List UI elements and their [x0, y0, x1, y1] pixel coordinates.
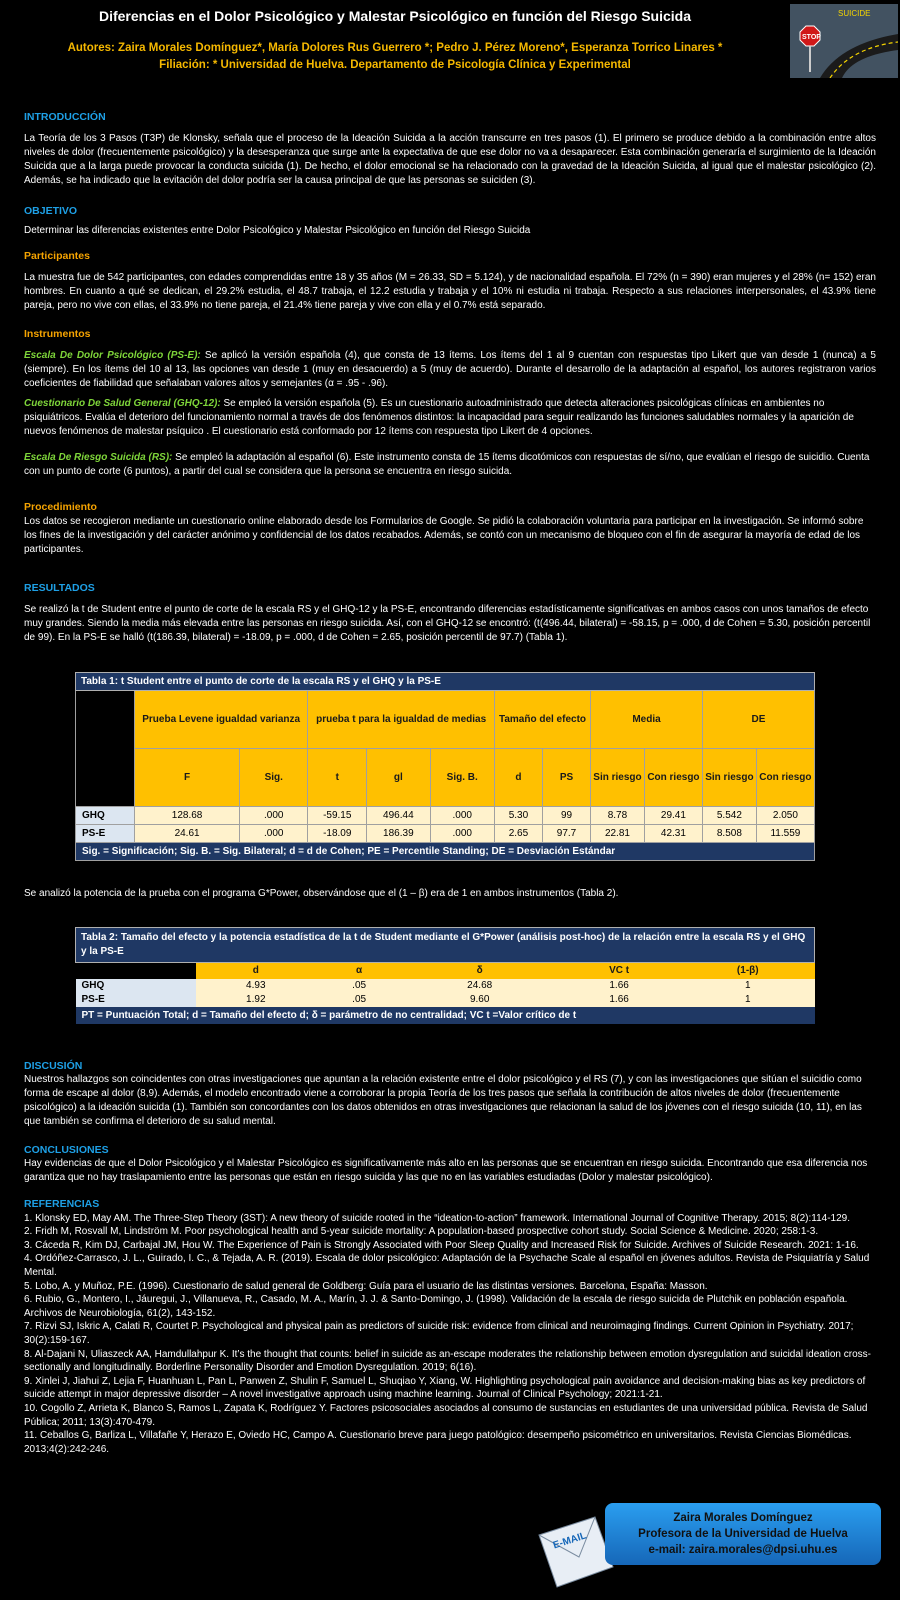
table-1-col-header: d — [494, 749, 542, 807]
table-1 — [75, 672, 815, 861]
references-section — [24, 1198, 876, 1456]
table-1-cell: 42.31 — [644, 825, 702, 843]
ghq-text: Se empleó la versión española (5). Es un cuestionario autoadministrado que detecta alteraciones psicológicas clínicas en ambientes no psiquiátricos. Evalúa el deterioro del funcionamiento normal a través de dos fenómenos distintos: la incapacidad para seguir realizando las funciones saludables normales y la aparición de nuevos fenómenos de malestar psíquico . El cuestionario está conformado por 12 ítems con respuesta tipo Likert de 4 opciones. — [24, 398, 854, 437]
table-1-group: Tamaño del efecto — [494, 691, 590, 749]
table-1-col-header: t — [308, 749, 367, 807]
table-1-cell: 5.542 — [702, 807, 756, 825]
table-1-cell: .000 — [430, 807, 494, 825]
introduction-heading: INTRODUCCIÓN — [24, 111, 106, 123]
table-row — [76, 993, 815, 1007]
stop-sign-text: STOP — [802, 34, 821, 41]
table-1-col-header: Con riesgo — [644, 749, 702, 807]
ghq-paragraph — [24, 397, 876, 439]
authors-block — [0, 40, 790, 74]
table-1-cell: 496.44 — [367, 807, 430, 825]
email-icon-text: E-MAIL — [551, 1530, 588, 1552]
table-1-cell: 128.68 — [135, 807, 240, 825]
ghq-label: Cuestionario De Salud General (GHQ-12): — [24, 398, 221, 409]
table-1-col-header: F — [135, 749, 240, 807]
poster-title: Diferencias en el Dolor Psicológico y Malestar Psicológico en función del Riesgo Suicida — [98, 8, 692, 24]
table-row — [76, 825, 815, 843]
table-2-col-header: α — [316, 963, 402, 979]
table-2-corner — [76, 963, 196, 979]
table-1-cell: 8.508 — [702, 825, 756, 843]
table-2-cell: 9.60 — [402, 993, 557, 1007]
table-1-col-header: Sig. B. — [430, 749, 494, 807]
table-1-cell: .000 — [430, 825, 494, 843]
participants-heading: Participantes — [24, 250, 90, 262]
table-1-cell: 22.81 — [591, 825, 645, 843]
table-2-cell: 24.68 — [402, 979, 557, 993]
table-1-group: DE — [702, 691, 814, 749]
discussion-section — [24, 1059, 876, 1129]
rs-paragraph — [24, 451, 876, 479]
table-1-row-label: PS-E — [76, 825, 135, 843]
table-row — [76, 807, 815, 825]
table-1-group: Media — [591, 691, 703, 749]
table-2-col-header: d — [196, 963, 317, 979]
logo-text: SUICIDE — [838, 9, 871, 18]
reference-item: 4. Ordóñez-Carrasco, J. L., Guirado, I. C., & Tejada, A. R. (2019). Escala de dolor psicológico: Adaptación de la Psychache Scale al español en jóvenes adultos. Revista de Psiquiatría y Salud Mental. — [24, 1253, 870, 1278]
results-section — [24, 581, 876, 645]
table-2-caption: Tabla 2: Tamaño del efecto y la potencia estadística de la t de Student mediante el G*Power (análisis post-hoc) de la relación entre la escala RS y el GHQ y la PS-E — [76, 928, 815, 963]
table-2 — [75, 927, 815, 1024]
table-1-col-header: Sin riesgo — [591, 749, 645, 807]
table-1-cell: 2.65 — [494, 825, 542, 843]
table-1-caption: Tabla 1: t Student entre el punto de corte de la escala RS y el GHQ y la PS-E — [76, 673, 815, 691]
participants-section — [24, 249, 876, 313]
table-1-cell: 11.559 — [756, 825, 814, 843]
instruments-section — [24, 327, 876, 479]
table-1-cell: .000 — [240, 807, 308, 825]
table-2-row-label: PS-E — [76, 993, 196, 1007]
table-1-group: Prueba Levene igualdad varianza — [135, 691, 308, 749]
conclusions-text: Hay evidencias de que el Dolor Psicológico y el Malestar Psicológico es significativamente más alto en las personas que se encuentran en riesgo suicida. Encontrando que esa diferencia nos garantiza que no hay traslapamiento entre las personas que están en riesgo suicida y las que no en las variables estudiadas (Dolor y malestar psicológico). — [24, 1158, 868, 1183]
authors-line: Autores: Zaira Morales Domínguez*, María Dolores Rus Guerrero *; Pedro J. Pérez Moreno*, Esperanza Torrico Linares * — [67, 42, 723, 54]
reference-item: 8. Al-Dajani N, Uliaszeck AA, Hamdullahpur K. It’s the thought that counts: belief in suicide as an-escape moderates the relationship between emotion dysregulation and suicidal ideation cross-sectionally and longitudinally. Borderline Personality Disorder and Emotion Dysregulation. 2019; 6(16). — [24, 1348, 871, 1374]
conclusions-section — [24, 1143, 876, 1185]
results-text: Se realizó la t de Student entre el punto de corte de la escala RS y el GHQ-12 y la PS-E, encontrando diferencias estadísticamente significativas en ambos casos con unos tamaños de efecto muy grandes. Siendo la media más elevada entre las personas en riesgo suicida. Así, con el GHQ-12 se encontró: (t(496.44, bilateral) = -58.15, p = .000, d de Cohen = 5.30, posición percentil de 99). En la PS-E se halló (t(186.39, bilateral) = -18.09, p = .000, d de Cohen = 2.65, posición percentil de 97.7) (Tabla 1). — [24, 604, 871, 643]
contact-name: Zaira Morales Domínguez — [673, 1512, 813, 1524]
reference-item: 11. Ceballos G, Barliza L, Villafañe Y, Herazo E, Oviedo HC, Campo A. Cuestionario breve para juego patológico: desempeño psicométrico en universitarios. Revista Ciencias Biomédicas. 2013;4(2):242-246. — [24, 1430, 852, 1455]
table-2-cell: 1 — [681, 993, 814, 1007]
table-1-cell: -18.09 — [308, 825, 367, 843]
objective-text: Determinar las diferencias existentes entre Dolor Psicológico y Malestar Psicológico en función del Riesgo Suicida — [24, 225, 531, 236]
contact-email[interactable]: e-mail: zaira.morales@dpsi.uhu.es — [648, 1544, 838, 1556]
objective-section — [24, 204, 876, 238]
table-1-cell: 2.050 — [756, 807, 814, 825]
table-2-col-header: (1-β) — [681, 963, 814, 979]
table-1-cell: 24.61 — [135, 825, 240, 843]
table-1-group: prueba t para la igualdad de medias — [308, 691, 495, 749]
contact-box — [605, 1503, 881, 1565]
discussion-heading: DISCUSIÓN — [24, 1060, 83, 1072]
power-analysis-text: Se analizó la potencia de la prueba con el programa G*Power, observándose que el (1 – β) era de 1 en ambos instrumentos (Tabla 2). — [24, 888, 619, 899]
reference-item: 1. Klonsky ED, May AM. The Three-Step Theory (3ST): A new theory of suicide rooted in the “ideation-to-action” framework. International Journal of Cognitive Therapy. 2015; 8(2):114-129. — [24, 1212, 850, 1224]
table-2-cell: 1.92 — [196, 993, 317, 1007]
table-2-cell: .05 — [316, 993, 402, 1007]
table-1-cell: 5.30 — [494, 807, 542, 825]
affiliation-line: Filiación: * Universidad de Huelva. Departamento de Psicología Clínica y Experimental — [159, 59, 631, 71]
table-2-cell: 1.66 — [557, 979, 681, 993]
table-1-col-header: Sig. — [240, 749, 308, 807]
pse-paragraph — [24, 349, 876, 391]
reference-item: 5. Lobo, A. y Muñoz, P.E. (1996). Cuestionario de salud general de Goldberg: Guía para el usuario de las distintas versiones. Barcelona, España: Masson. — [24, 1280, 708, 1292]
table-2-cell: 4.93 — [196, 979, 317, 993]
introduction-section — [24, 110, 876, 188]
references-list — [24, 1212, 876, 1457]
table-1-cell: -59.15 — [308, 807, 367, 825]
table-1-row-label: GHQ — [76, 807, 135, 825]
participants-text: La muestra fue de 542 participantes, con edades comprendidas entre 18 y 35 años (M = 26.33, SD = 5.124), y de nacionalidad española. El 72% (n = 390) eran mujeres y el 28% (n= 152) eran hombres. En cuanto a qué se dedican, el 29.2% estudia, el 48.7 trabaja, el 12.2 estudia y trabaja y el 10% ni estudia ni trabaja. Respecto a sus relaciones interpersonales, el 43.9% tiene pareja, pero no vive con ellas, el 33.9% no tiene pareja, el 21.4% tiene pareja y vive con ella y el 0.7% está separado. — [24, 272, 876, 311]
reference-item: 9. Xinlei J, Jiahui Z, Lejia F, Huanhuan L, Pan L, Panwen Z, Shulin F, Samuel L, Shuqiao Y, Xiang, W. Highlighting psychological pain avoidance and decision-making bias as key predictors of suicide attempt in major depressive disorder – A novel investigative approach using machine learning. Journal of Clinical Psychology; 2021:1-21. — [24, 1375, 866, 1401]
reference-item: 2. Fridh M, Rosvall M, Lindström M. Poor psychological health and 5-year suicide mortality: A population-based prospective cohort study. Social Science & Medicine. 2020; 258:1-3. — [24, 1226, 819, 1238]
procedure-section — [24, 500, 876, 557]
reference-item: 6. Rubio, G., Montero, I., Jáuregui, J., Villanueva, R., Casado, M. A., Marín, J. J. & Santo-Domingo, J. (1998). Validación de la escala de riesgo suicida de Plutchik en población española. Archivos de Neurobiología, 61(2), 143-152. — [24, 1294, 848, 1319]
procedure-heading: Procedimiento — [24, 501, 97, 513]
table-1-footer: Sig. = Significación; Sig. B. = Sig. Bilateral; d = d de Cohen; PE = Percentile Standing; DE = Desviación Estándar — [76, 843, 815, 861]
table-2-cell: .05 — [316, 979, 402, 993]
table-1-col-header: gl — [367, 749, 430, 807]
table-2-footer: PT = Puntuación Total; d = Tamaño del efecto d; δ = parámetro de no centralidad; VC t =Valor crítico de t — [76, 1007, 815, 1024]
table-2-col-header: δ — [402, 963, 557, 979]
table-1-cell: 186.39 — [367, 825, 430, 843]
rs-text: Se empleó la adaptación al español (6). Este instrumento consta de 15 ítems dicotómicos con respuestas de sí/no, que evalúan el riesgo de suicidio. Cuenta con un punto de corte (6 puntos), a partir del cual se considera que la persona se encuentra en riesgo suicida. — [24, 452, 870, 477]
results-heading: RESULTADOS — [24, 582, 95, 594]
suicide-road-logo — [790, 4, 898, 78]
table-2-cell: 1 — [681, 979, 814, 993]
table-1-corner — [76, 691, 135, 807]
table-1-cell: .000 — [240, 825, 308, 843]
reference-item: 7. Rizvi SJ, Iskric A, Calati R, Courtet P. Psychological and physical pain as predictors of suicide risk: evidence from clinical and neuroimaging findings. Current Opinion in Psychiatry. 2017; 30(2):159-167. — [24, 1321, 854, 1346]
reference-item: 3. Cáceda R, Kim DJ, Carbajal JM, Hou W. The Experience of Pain is Strongly Associated with Poor Sleep Quality and Increased Risk for Suicide. Archives of Suicide Research. 2021: 1-16. — [24, 1239, 859, 1251]
references-heading: REFERENCIAS — [24, 1198, 100, 1210]
table-1-col-header: Sin riesgo — [702, 749, 756, 807]
table-1-cell: 97.7 — [542, 825, 590, 843]
pse-label: Escala De Dolor Psicológico (PS-E): — [24, 350, 201, 361]
table-1-col-header: Con riesgo — [756, 749, 814, 807]
table-2-col-header: VC t — [557, 963, 681, 979]
objective-heading: OBJETIVO — [24, 205, 78, 217]
discussion-text: Nuestros hallazgos son coincidentes con otras investigaciones que apuntan a la relación existente entre el dolor psicológico y el RS (7), y con las investigaciones que sitúan el suicidio como forma de escape al dolor (8,9). Además, el modelo encontrado viene a corroborar la propia Teoría de los tres pasos que señala la contribución de altos niveles de dolor (frecuentemente psicológico) a la ideación suicida (1). También son concordantes con los datos obtenidos en otras investigaciones que relacionan la salud de los jóvenes con el riesgo suicida (10, 11), en las que también se confirma el deterioro de su salud mental. — [24, 1074, 862, 1127]
table-row — [76, 979, 815, 993]
table-1-col-header: PS — [542, 749, 590, 807]
procedure-text: Los datos se recogieron mediante un cuestionario online elaborado desde los Formularios de Google. Se pidió la colaboración voluntaria para participar en la investigación. Se informó sobre los fines de la investigación y del carácter anónimo y confidencial de los datos recabados. Además, se contó con un mecanismo de bloqueo con el fin de asegurar la mayoría de edad de los participantes. — [24, 516, 864, 555]
introduction-text: La Teoría de los 3 Pasos (T3P) de Klonsky, señala que el proceso de la Ideación Suicida a la acción transcurre en tres pasos (1). El primero se produce debido a la combinación entre altos niveles de dolor (frecuentemente psicológico) y la desesperanza que surge ante la expectativa de que ese dolor no va a desaparecer. Esta combinación generaría el surgimiento de la Ideación Suicida que a la larga puede provocar la conducta suicida (1). De hecho, el dolor emocional se ha relacionado con la gravedad de la Ideación Suicida, al igual que el malestar psicológico (2). Además, se ha indicado que la evitación del dolor podría ser la causa principal de que las personas se suiciden (3). — [24, 133, 876, 186]
reference-item: 10. Cogollo Z, Arrieta K, Blanco S, Ramos L, Zapata K, Rodríguez Y. Factores psicosociales asociados al consumo de sustancias en estudiantes de una universidad pública. Revista de Salud Pública; 2011; 13(3):470-479. — [24, 1402, 868, 1428]
table-2-row-label: GHQ — [76, 979, 196, 993]
contact-role: Profesora de la Universidad de Huelva — [638, 1528, 848, 1540]
table-1-cell: 99 — [542, 807, 590, 825]
table-1-cell: 29.41 — [644, 807, 702, 825]
pse-text: Se aplicó la versión española (4), que consta de 13 ítems. Los ítems del 1 al 9 cuentan con respuestas tipo Likert que van desde 1 (nunca) a 5 (siempre). En los ítems del 10 al 13, las opciones van desde 1 (muy en desacuerdo) a 5 (muy de acuerdo). Durante el desarrollo de la adaptación al español, los autores registraron varios coeficientes de fiabilidad que señalaban valores altos y semejantes (α = .95 - .96). — [24, 350, 876, 389]
instruments-heading: Instrumentos — [24, 328, 91, 340]
conclusions-heading: CONCLUSIONES — [24, 1144, 109, 1156]
rs-label: Escala De Riesgo Suicida (RS): — [24, 452, 173, 463]
table-1-cell: 8.78 — [591, 807, 645, 825]
table-2-cell: 1.66 — [557, 993, 681, 1007]
